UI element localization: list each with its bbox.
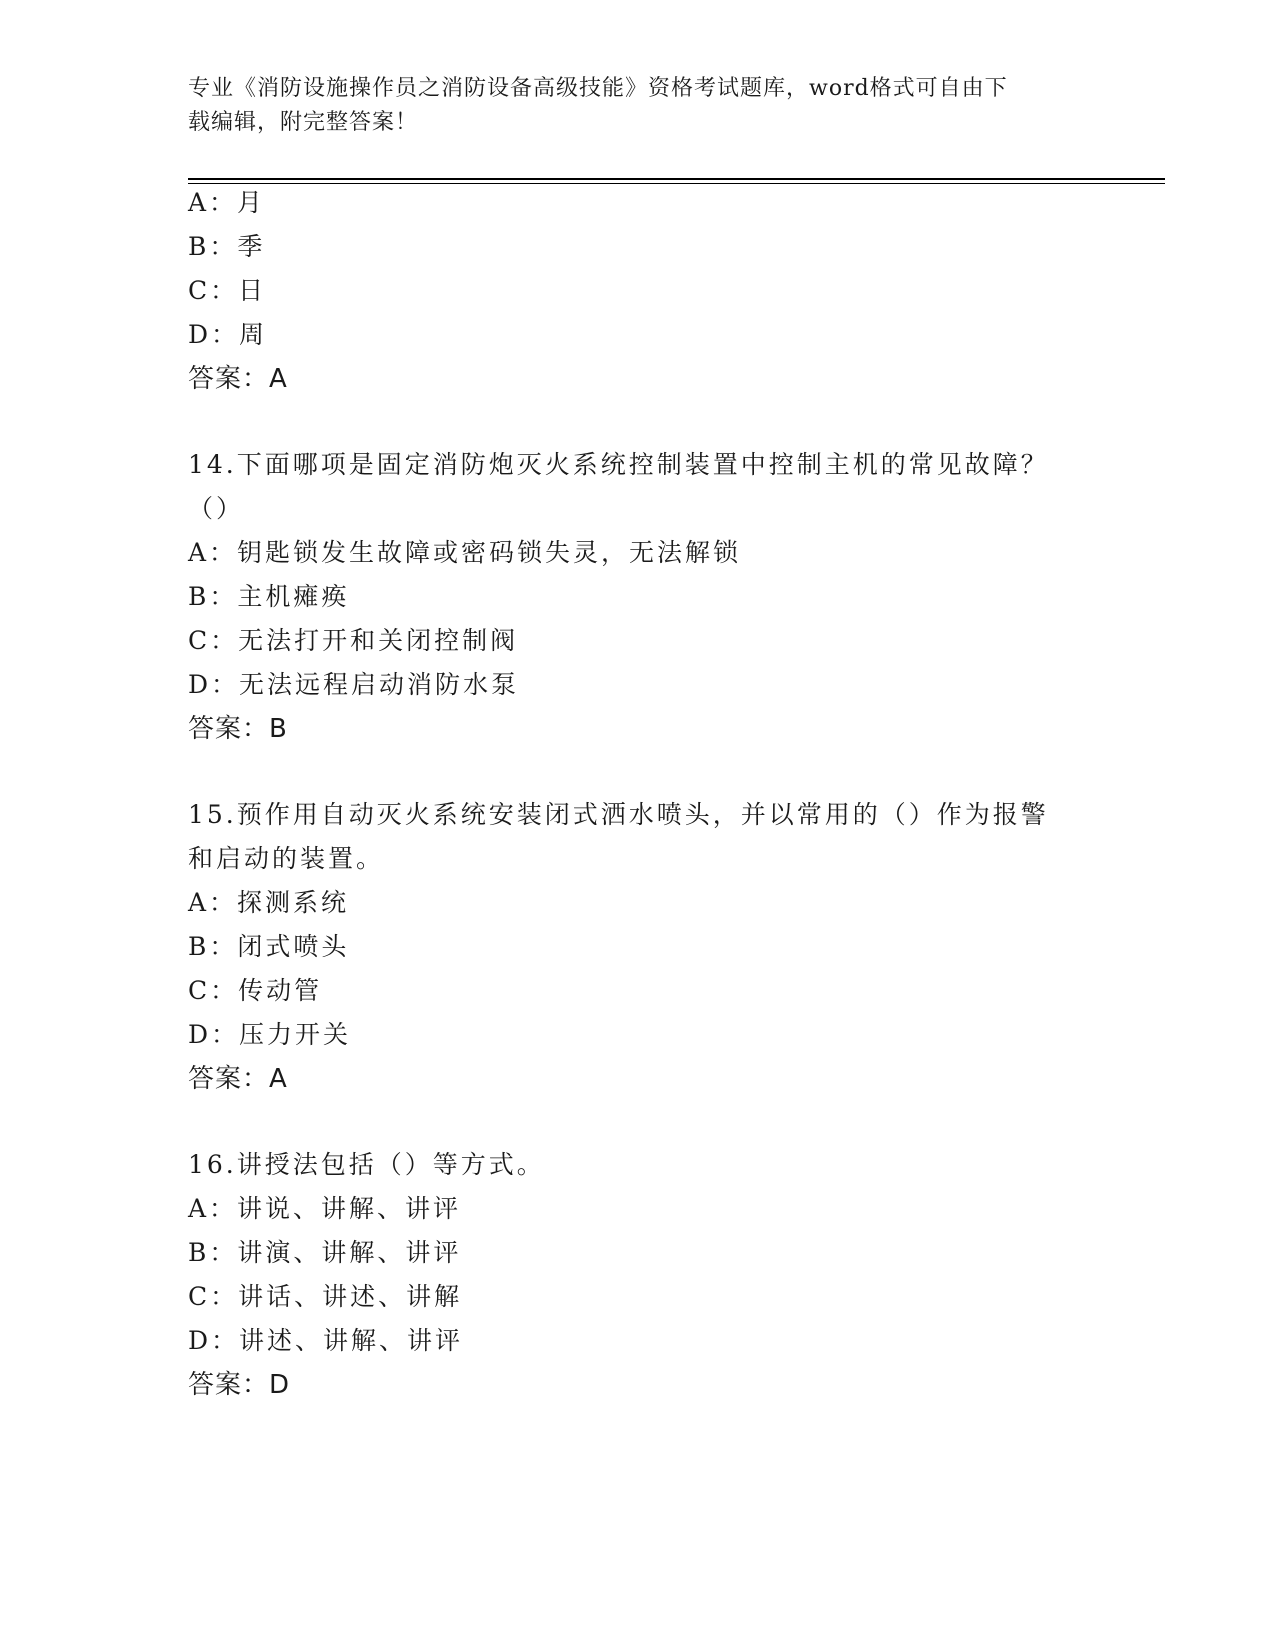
q15-option-b: B：闭式喷头 [188, 932, 350, 961]
q16-stem-line-1: 16.讲授法包括（）等方式。 [188, 1150, 545, 1179]
prev-option-a: A：月 [188, 188, 266, 217]
q15-option-c: C：传动管 [188, 976, 323, 1005]
q16-option-a: A：讲说、讲解、讲评 [188, 1194, 462, 1223]
q14-option-b: B：主机瘫痪 [188, 582, 350, 611]
q14-option-c: C：无法打开和关闭控制阀 [188, 626, 519, 655]
q16-answer: 答案：D [188, 1370, 291, 1400]
prev-answer: 答案：A [188, 364, 288, 394]
header-divider-thin [188, 183, 1165, 184]
q14-option-d: D：无法远程启动消防水泵 [188, 670, 520, 699]
q15-answer: 答案：A [188, 1064, 288, 1094]
q15-stem-line-1: 15.预作用自动灭火系统安装闭式洒水喷头，并以常用的（）作为报警 [188, 800, 1049, 829]
q16-option-b: B：讲演、讲解、讲评 [188, 1238, 462, 1267]
prev-option-b: B：季 [188, 232, 266, 261]
q15-stem-line-2: 和启动的装置。 [188, 844, 385, 873]
header-divider-thick [188, 178, 1165, 180]
header-line-1: 专业《消防设施操作员之消防设备高级技能》资格考试题库，word格式可自由下 [188, 76, 1008, 101]
q15-option-a: A：探测系统 [188, 888, 350, 917]
header-line-2: 载编辑，附完整答案！ [188, 110, 419, 135]
q14-option-a: A：钥匙锁发生故障或密码锁失灵，无法解锁 [188, 538, 742, 567]
q15-option-d: D：压力开关 [188, 1020, 352, 1049]
q14-answer: 答案：B [188, 714, 288, 744]
q16-option-d: D：讲述、讲解、讲评 [188, 1326, 464, 1355]
document-header [188, 72, 1088, 140]
q14-stem-line-1: 14.下面哪项是固定消防炮灭火系统控制装置中控制主机的常见故障？ [188, 450, 1049, 479]
q14-stem-line-2: （） [188, 494, 245, 523]
prev-option-c: C：日 [188, 276, 267, 305]
prev-option-d: D：周 [188, 320, 268, 349]
q16-option-c: C：讲话、讲述、讲解 [188, 1282, 463, 1311]
